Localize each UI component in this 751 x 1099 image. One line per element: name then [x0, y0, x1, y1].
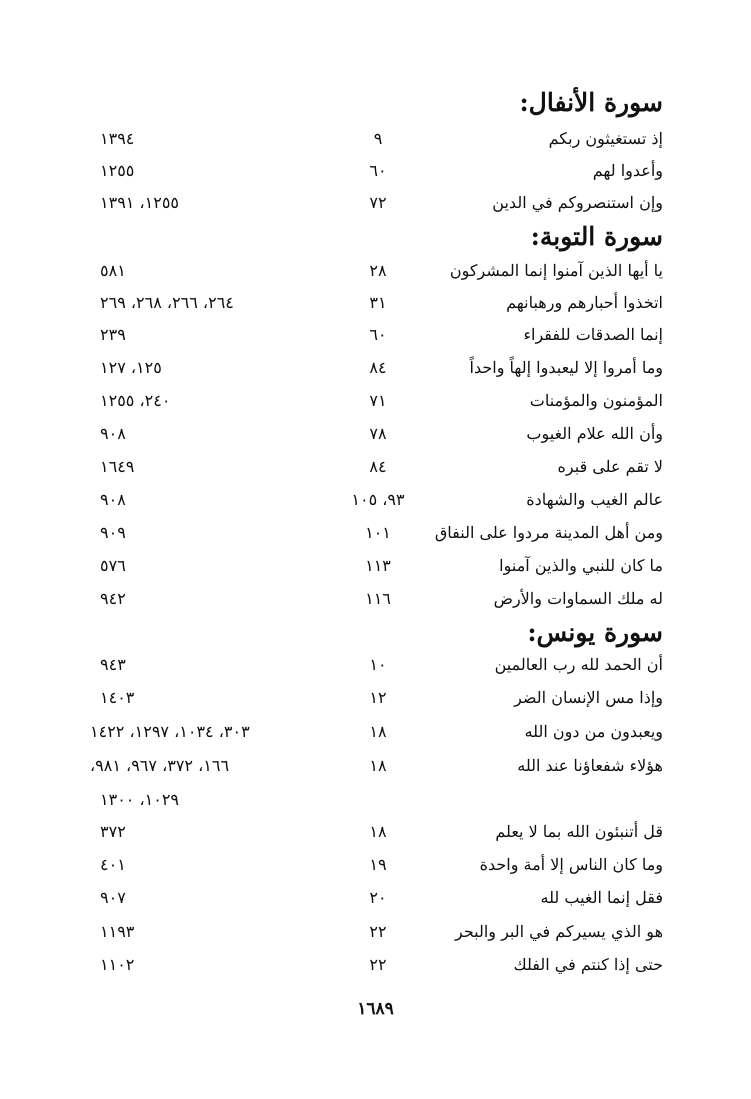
index-row [100, 817, 663, 847]
verse-text: هؤلاء شفعاؤنا عند الله [517, 756, 663, 775]
page-references: ١٢٥، ١٢٧ [100, 358, 162, 377]
ayah-number: ٧١ [369, 391, 387, 410]
verse-text: قل أتنبئون الله بما لا يعلم [495, 822, 663, 841]
index-row [100, 485, 663, 515]
page-references: ٩٤٣ [100, 655, 126, 674]
page-references: ٢٤٠، ١٢٥٥ [100, 391, 171, 410]
ayah-number: ١٨ [369, 822, 387, 841]
page-references: ٩٠٩ [100, 523, 126, 542]
page-references: ١٣٩٤ [100, 129, 135, 148]
surah-title-yunus: سورة يونس: [527, 618, 663, 647]
ayah-number: ٧٨ [369, 424, 387, 443]
ayah-number: ١٠ [369, 655, 387, 674]
index-row [100, 683, 663, 713]
ayah-number: ٨٤ [369, 358, 387, 377]
verse-text: المؤمنون والمؤمنات [529, 391, 663, 410]
page-references: ٣٧٢ [100, 822, 126, 841]
index-row [100, 124, 663, 154]
index-row [100, 419, 663, 449]
ayah-number: ٨٤ [369, 457, 387, 476]
index-row [90, 751, 663, 781]
index-row [100, 917, 663, 947]
page-references: ٢٣٩ [100, 325, 126, 344]
page-references: ١٦٤٩ [100, 457, 135, 476]
surah-title-at-tawbah: سورة التوبة: [530, 222, 663, 251]
page-references: ١١٩٣ [100, 922, 135, 941]
verse-text: ما كان للنبي والذين آمنوا [499, 556, 663, 575]
page-references: ١٢٥٥، ١٣٩١ [100, 193, 179, 212]
verse-text: وإذا مس الإنسان الضر [514, 688, 663, 707]
verse-text: عالم الغيب والشهادة [526, 490, 663, 509]
verse-text: إنما الصدقات للفقراء [523, 325, 663, 344]
page-references: ٩٠٨ [100, 490, 126, 509]
index-row [100, 288, 663, 318]
verse-text: هو الذي يسيركم في البر والبحر [454, 922, 663, 941]
page-references: ٢٦٤، ٢٦٦، ٢٦٨، ٢٦٩ [100, 293, 234, 312]
verse-text: أن الحمد لله رب العالمين [494, 655, 663, 674]
verse-text: فقل إنما الغيب لله [540, 888, 663, 907]
page-references: ١٦٦، ٣٧٢، ٩٦٧، ٩٨١، [90, 756, 230, 775]
index-row [100, 188, 663, 218]
page-references: ١٤٠٣ [100, 688, 135, 707]
ayah-number: ٢٠ [369, 888, 387, 907]
ayah-number: ١١٣ [365, 556, 391, 575]
ayah-number: ٩ [373, 129, 383, 148]
verse-text: وأن الله علام الغيوب [526, 424, 663, 443]
index-row [100, 452, 663, 482]
ayah-number: ١٠١ [365, 523, 391, 542]
ayah-number: ٧٢ [369, 193, 387, 212]
surah-title-al-anfal: سورة الأنفال: [519, 88, 663, 117]
index-row-continuation [100, 785, 663, 815]
index-row [100, 850, 663, 880]
page-number: ١٦٨٩ [357, 999, 394, 1019]
verse-text: وما كان الناس إلا أمة واحدة [479, 855, 663, 874]
ayah-number: ١٨ [369, 756, 387, 775]
page-references: ١٢٥٥ [100, 161, 135, 180]
index-row [100, 950, 663, 980]
index-row [100, 650, 663, 680]
page-references: ٥٨١ [100, 261, 126, 280]
page-references: ١٠٢٩، ١٣٠٠ [100, 790, 179, 809]
verse-text: وما أمروا إلا ليعبدوا إلهاً واحداً [469, 358, 663, 377]
ayah-number: ٢٨ [369, 261, 387, 280]
ayah-number: ٩٣، ١٠٥ [351, 490, 405, 509]
verse-text: وإن استنصروكم في الدين [492, 193, 663, 212]
index-row [100, 256, 663, 286]
ayah-number: ١٨ [369, 722, 387, 741]
ayah-number: ٢٢ [369, 955, 387, 974]
index-row [100, 883, 663, 913]
ayah-number: ٦٠ [369, 161, 387, 180]
page-references: ٩٤٢ [100, 589, 126, 608]
index-row [100, 518, 663, 548]
page-references: ١١٠٢ [100, 955, 135, 974]
ayah-number: ١٩ [369, 855, 387, 874]
verse-text: وأعدوا لهم [592, 161, 663, 180]
page-references: ٩٠٨ [100, 424, 126, 443]
page-references: ٥٧٦ [100, 556, 126, 575]
page-references: ٤٠١ [100, 855, 126, 874]
ayah-number: ٢٢ [369, 922, 387, 941]
verse-text: لا تقم على قبره [557, 457, 663, 476]
ayah-number: ١٢ [369, 688, 387, 707]
verse-text: حتى إذا كنتم في الفلك [513, 955, 663, 974]
ayah-number: ٦٠ [369, 325, 387, 344]
verse-text: اتخذوا أحبارهم ورهبانهم [506, 293, 663, 312]
index-row [90, 717, 663, 747]
index-row [100, 584, 663, 614]
verse-text: إذ تستغيثون ربكم [548, 129, 663, 148]
page-references: ٩٠٧ [100, 888, 126, 907]
index-row [100, 353, 663, 383]
index-row [100, 156, 663, 186]
index-row [100, 386, 663, 416]
page-references: ٣٠٣، ١٠٣٤، ١٢٩٧، ١٤٢٢ [90, 722, 250, 741]
index-row [100, 551, 663, 581]
verse-text: له ملك السماوات والأرض [493, 589, 663, 608]
verse-text: ويعبدون من دون الله [524, 722, 663, 741]
index-row [100, 320, 663, 350]
verse-text: ومن أهل المدينة مردوا على النفاق [434, 523, 663, 542]
ayah-number: ١١٦ [365, 589, 391, 608]
ayah-number: ٣١ [369, 293, 387, 312]
verse-text: يا أيها الذين آمنوا إنما المشركون [449, 261, 663, 280]
